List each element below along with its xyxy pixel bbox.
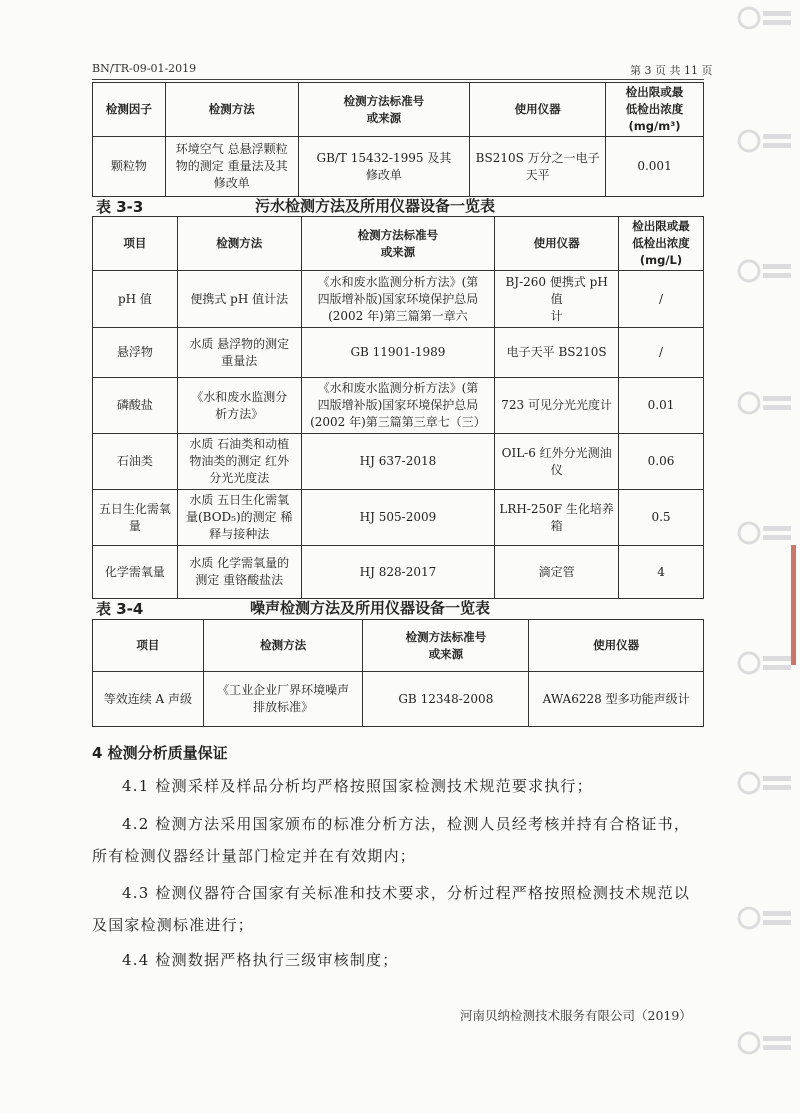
header-cell: 检出限或最 低检出浓度 (mg/m³) — [606, 83, 704, 137]
table-cell: 《水和废水监测分析方法》(第 四版增补版)国家环境保护总局 (2002 年)第三篇第一章六 — [301, 271, 495, 328]
watermark-logo — [736, 1030, 794, 1056]
paragraph: 4.4 检测数据严格执行三级审核制度； — [122, 951, 399, 969]
table-cell: HJ 505-2009 — [301, 490, 495, 546]
table-row — [93, 546, 704, 599]
watermark-logo — [736, 128, 794, 154]
table-cell: 4 — [619, 546, 704, 599]
table-cell: / — [619, 271, 704, 328]
table-cell: 0.06 — [619, 434, 704, 490]
table-row — [93, 137, 704, 197]
table-cell: GB 11901-1989 — [301, 328, 495, 378]
paragraph: 4.1 检测采样及样品分析均严格按照国家检测技术规范要求执行； — [122, 777, 593, 795]
table-cell: 水质 五日生化需氧 量(BOD₅)的测定 稀 释与接种法 — [177, 490, 301, 546]
table-cell: 0.001 — [606, 137, 704, 197]
paragraph: 4.3 检测仪器符合国家有关标准和技术要求，分析过程严格按照检测技术规范以及国家检测标准进行； — [92, 884, 691, 934]
watermark-logo — [736, 770, 794, 796]
table-noise — [92, 619, 704, 727]
header-cell: 检测方法 — [203, 620, 363, 672]
table-cell: BS210S 万分之一电子 天平 — [470, 137, 606, 197]
header-cell: 检测方法 — [177, 217, 301, 271]
table-title: 污水检测方法及所用仪器设备一览表 — [255, 197, 496, 215]
watermark-logo — [736, 390, 794, 416]
table-cell: 0.5 — [619, 490, 704, 546]
table-cell: 水质 悬浮物的测定 重量法 — [177, 328, 301, 378]
table-title: 噪声检测方法及所用仪器设备一览表 — [250, 599, 491, 617]
page-number: 第 3 页 共 11 页 — [630, 64, 713, 77]
table-cell: / — [619, 328, 704, 378]
header-rule — [92, 79, 704, 80]
section-heading: 4 检测分析质量保证 — [92, 744, 228, 762]
watermark-logo — [736, 520, 794, 546]
table-header-row — [93, 83, 704, 137]
table-cell: 环境空气 总悬浮颗粒 物的测定 重量法及其 修改单 — [165, 137, 298, 197]
table-row — [93, 328, 704, 378]
table-cell: 《水和废水监测分析方法》(第 四版增补版)国家环境保护总局 (2002 年)第三篇第三章七（三） — [301, 378, 495, 434]
header-cell: 检测方法标准号 或来源 — [298, 83, 470, 137]
table-header-row — [93, 620, 704, 672]
watermark-logo — [736, 650, 794, 676]
table-cell: GB/T 15432-1995 及其 修改单 — [298, 137, 470, 197]
header-cell: 检测因子 — [93, 83, 166, 137]
table-label: 表 3-4 — [96, 600, 144, 618]
document-number: BN/TR-09-01-2019 — [92, 62, 197, 75]
table-cell: 化学需氧量 — [93, 546, 178, 599]
table-row — [93, 672, 704, 727]
table-cell: 等效连续 A 声级 — [93, 672, 204, 727]
table-wastewater — [92, 216, 704, 599]
watermark-logo — [736, 258, 794, 284]
table-cell: 颗粒物 — [93, 137, 166, 197]
table-row — [93, 490, 704, 546]
table-cell: AWA6228 型多功能声级计 — [529, 672, 704, 727]
paragraph: 4.2 检测方法采用国家颁布的标准分析方法，检测人员经考核并持有合格证书，所有检测仪器经计量部门检定并在有效期内； — [92, 815, 691, 865]
header-cell: 检测方法 — [165, 83, 298, 137]
table-cell: HJ 828-2017 — [301, 546, 495, 599]
header-cell: 使用仪器 — [529, 620, 704, 672]
watermark-logo — [736, 5, 794, 31]
table-cell: 《工业企业厂界环境噪声 排放标准》 — [203, 672, 363, 727]
table-row — [93, 271, 704, 328]
table-cell: HJ 637-2018 — [301, 434, 495, 490]
table-row — [93, 378, 704, 434]
table-cell: 《水和废水监测分 析方法》 — [177, 378, 301, 434]
header-cell: 项目 — [93, 217, 178, 271]
table-cell: 723 可见分光光度计 — [495, 378, 619, 434]
header-cell: 项目 — [93, 620, 204, 672]
table-cell: OIL-6 红外分光测油 仪 — [495, 434, 619, 490]
table-cell: GB 12348-2008 — [363, 672, 529, 727]
table-cell: 便携式 pH 值计法 — [177, 271, 301, 328]
header-cell: 检出限或最 低检出浓度 (mg/L) — [619, 217, 704, 271]
table-cell: 0.01 — [619, 378, 704, 434]
table-cell: 电子天平 BS210S — [495, 328, 619, 378]
header-cell: 检测方法标准号 或来源 — [363, 620, 529, 672]
table-cell: 水质 石油类和动植 物油类的测定 红外 分光光度法 — [177, 434, 301, 490]
table-cell: BJ-260 便携式 pH 值 计 — [495, 271, 619, 328]
seal-edge-mark — [791, 545, 796, 665]
table-cell: 五日生化需氧 量 — [93, 490, 178, 546]
table-cell: 悬浮物 — [93, 328, 178, 378]
table-row — [93, 434, 704, 490]
table-cell: 滴定管 — [495, 546, 619, 599]
table-particulate — [92, 82, 704, 197]
header-cell: 检测方法标准号 或来源 — [301, 217, 495, 271]
table-label: 表 3-3 — [96, 198, 144, 216]
header-cell: 使用仪器 — [470, 83, 606, 137]
header-cell: 使用仪器 — [495, 217, 619, 271]
footer-company: 河南贝纳检测技术服务有限公司（2019） — [460, 1008, 692, 1023]
table-cell: 石油类 — [93, 434, 178, 490]
table-cell: LRH-250F 生化培养 箱 — [495, 490, 619, 546]
table-cell: 磷酸盐 — [93, 378, 178, 434]
table-header-row — [93, 217, 704, 271]
table-cell: pH 值 — [93, 271, 178, 328]
watermark-logo — [736, 905, 794, 931]
table-cell: 水质 化学需氧量的 测定 重铬酸盐法 — [177, 546, 301, 599]
